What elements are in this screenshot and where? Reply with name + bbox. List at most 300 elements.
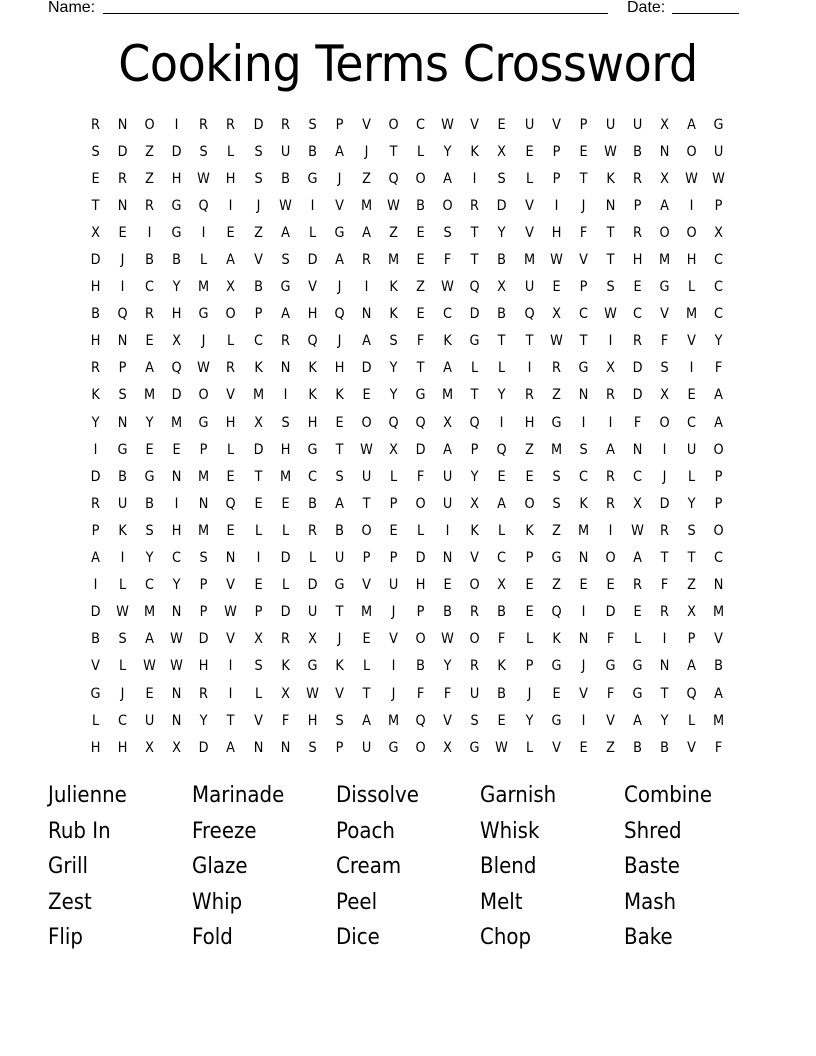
- grid-cell[interactable]: S: [118, 387, 127, 404]
- grid-cell[interactable]: W: [170, 631, 184, 648]
- grid-cell[interactable]: V: [91, 658, 100, 675]
- grid-cell[interactable]: I: [608, 522, 613, 539]
- grid-cell[interactable]: S: [199, 143, 209, 160]
- grid-cell[interactable]: V: [524, 224, 534, 241]
- grid-cell[interactable]: U: [443, 495, 453, 512]
- grid-cell[interactable]: W: [603, 306, 617, 323]
- grid-cell[interactable]: W: [495, 739, 509, 756]
- grid-cell[interactable]: V: [578, 252, 588, 269]
- grid-cell[interactable]: P: [335, 739, 344, 756]
- grid-cell[interactable]: O: [713, 441, 724, 458]
- grid-cell[interactable]: E: [254, 495, 263, 512]
- grid-cell[interactable]: H: [90, 333, 101, 350]
- grid-cell[interactable]: T: [335, 441, 344, 458]
- grid-cell[interactable]: L: [688, 468, 696, 485]
- grid-cell[interactable]: W: [685, 170, 698, 187]
- grid-cell[interactable]: V: [307, 279, 317, 296]
- grid-cell[interactable]: D: [659, 495, 670, 512]
- grid-cell[interactable]: X: [633, 495, 642, 512]
- grid-cell[interactable]: P: [714, 468, 723, 485]
- grid-cell[interactable]: B: [334, 522, 344, 539]
- grid-cell[interactable]: F: [498, 631, 506, 648]
- grid-cell[interactable]: S: [254, 170, 263, 187]
- grid-cell[interactable]: J: [120, 685, 125, 702]
- grid-cell[interactable]: L: [417, 143, 425, 160]
- grid-cell[interactable]: U: [280, 143, 290, 160]
- grid-cell[interactable]: E: [497, 712, 507, 729]
- grid-cell[interactable]: P: [200, 577, 208, 594]
- grid-cell[interactable]: Q: [415, 414, 426, 431]
- grid-cell[interactable]: L: [281, 577, 289, 594]
- grid-cell[interactable]: G: [632, 685, 643, 702]
- grid-cell[interactable]: H: [551, 224, 561, 241]
- grid-cell[interactable]: P: [335, 116, 344, 133]
- grid-cell[interactable]: E: [226, 468, 236, 485]
- grid-cell[interactable]: E: [145, 441, 154, 458]
- grid-cell[interactable]: I: [229, 658, 233, 675]
- grid-cell[interactable]: G: [388, 739, 399, 756]
- grid-cell[interactable]: I: [662, 441, 667, 458]
- grid-cell[interactable]: M: [360, 197, 373, 214]
- grid-cell[interactable]: J: [337, 170, 342, 187]
- grid-cell[interactable]: B: [145, 252, 155, 269]
- grid-cell[interactable]: B: [714, 658, 724, 675]
- grid-cell[interactable]: D: [117, 143, 128, 160]
- grid-cell[interactable]: I: [472, 170, 477, 187]
- grid-cell[interactable]: E: [497, 468, 507, 485]
- grid-cell[interactable]: W: [305, 685, 319, 702]
- grid-cell[interactable]: O: [225, 306, 237, 323]
- grid-cell[interactable]: V: [578, 685, 588, 702]
- grid-cell[interactable]: S: [281, 414, 290, 431]
- grid-cell[interactable]: M: [360, 604, 373, 621]
- grid-cell[interactable]: R: [280, 631, 290, 648]
- grid-cell[interactable]: H: [171, 170, 182, 187]
- grid-cell[interactable]: G: [469, 739, 480, 756]
- grid-cell[interactable]: C: [714, 306, 724, 323]
- grid-cell[interactable]: D: [253, 441, 264, 458]
- grid-cell[interactable]: A: [660, 197, 669, 214]
- grid-cell[interactable]: V: [524, 197, 534, 214]
- grid-cell[interactable]: K: [579, 495, 588, 512]
- grid-cell[interactable]: A: [497, 495, 507, 512]
- grid-cell[interactable]: T: [254, 468, 263, 485]
- grid-cell[interactable]: N: [117, 333, 128, 350]
- grid-cell[interactable]: T: [579, 170, 588, 187]
- grid-cell[interactable]: C: [443, 306, 453, 323]
- grid-cell[interactable]: L: [200, 252, 208, 269]
- grid-cell[interactable]: F: [444, 685, 452, 702]
- grid-cell[interactable]: D: [90, 604, 101, 621]
- grid-cell[interactable]: Y: [687, 495, 696, 512]
- grid-cell[interactable]: C: [145, 279, 155, 296]
- grid-cell[interactable]: R: [605, 468, 615, 485]
- grid-cell[interactable]: R: [199, 685, 209, 702]
- grid-cell[interactable]: B: [172, 252, 182, 269]
- grid-cell[interactable]: R: [199, 116, 209, 133]
- grid-cell[interactable]: E: [254, 577, 263, 594]
- grid-cell[interactable]: Y: [389, 387, 398, 404]
- grid-cell[interactable]: V: [687, 739, 697, 756]
- grid-cell[interactable]: M: [523, 252, 535, 269]
- grid-cell[interactable]: A: [145, 631, 155, 648]
- grid-cell[interactable]: B: [91, 306, 100, 323]
- grid-cell[interactable]: E: [226, 522, 236, 539]
- grid-cell[interactable]: X: [226, 279, 236, 296]
- grid-cell[interactable]: R: [118, 170, 128, 187]
- grid-cell[interactable]: E: [552, 685, 561, 702]
- grid-cell[interactable]: U: [361, 739, 372, 756]
- grid-cell[interactable]: N: [171, 604, 182, 621]
- grid-cell[interactable]: A: [145, 360, 155, 377]
- grid-cell[interactable]: D: [496, 197, 507, 214]
- grid-cell[interactable]: A: [443, 170, 453, 187]
- grid-cell[interactable]: L: [308, 224, 316, 241]
- grid-cell[interactable]: T: [687, 550, 696, 567]
- grid-cell[interactable]: J: [120, 252, 125, 269]
- grid-cell[interactable]: L: [498, 360, 506, 377]
- grid-cell[interactable]: R: [551, 360, 561, 377]
- grid-cell[interactable]: H: [171, 306, 182, 323]
- grid-cell[interactable]: W: [549, 252, 563, 269]
- grid-cell[interactable]: A: [714, 387, 724, 404]
- grid-cell[interactable]: N: [117, 414, 128, 431]
- grid-cell[interactable]: I: [391, 658, 396, 675]
- grid-cell[interactable]: O: [659, 224, 670, 241]
- grid-cell[interactable]: I: [174, 495, 179, 512]
- grid-cell[interactable]: R: [91, 116, 101, 133]
- grid-cell[interactable]: T: [416, 360, 425, 377]
- grid-cell[interactable]: N: [226, 550, 236, 567]
- grid-cell[interactable]: A: [687, 116, 697, 133]
- grid-cell[interactable]: Q: [686, 685, 697, 702]
- grid-cell[interactable]: J: [391, 685, 396, 702]
- grid-cell[interactable]: K: [470, 143, 480, 160]
- grid-cell[interactable]: E: [118, 224, 127, 241]
- grid-cell[interactable]: C: [578, 306, 588, 323]
- grid-cell[interactable]: E: [145, 685, 154, 702]
- grid-cell[interactable]: K: [280, 658, 290, 675]
- grid-cell[interactable]: B: [660, 739, 669, 756]
- grid-cell[interactable]: Q: [551, 604, 562, 621]
- grid-cell[interactable]: L: [417, 522, 425, 539]
- grid-cell[interactable]: N: [117, 116, 128, 133]
- grid-cell[interactable]: S: [254, 143, 263, 160]
- grid-cell[interactable]: Q: [307, 333, 318, 350]
- grid-cell[interactable]: V: [226, 631, 236, 648]
- grid-cell[interactable]: U: [361, 468, 372, 485]
- grid-cell[interactable]: D: [198, 739, 209, 756]
- grid-cell[interactable]: P: [416, 604, 425, 621]
- grid-cell[interactable]: H: [524, 414, 534, 431]
- grid-cell[interactable]: X: [660, 387, 669, 404]
- grid-cell[interactable]: L: [471, 360, 479, 377]
- grid-cell[interactable]: G: [469, 333, 480, 350]
- grid-cell[interactable]: O: [415, 495, 426, 512]
- grid-cell[interactable]: B: [632, 739, 642, 756]
- grid-cell[interactable]: F: [444, 252, 452, 269]
- grid-cell[interactable]: B: [632, 143, 642, 160]
- grid-cell[interactable]: L: [525, 631, 533, 648]
- grid-cell[interactable]: O: [686, 143, 697, 160]
- grid-cell[interactable]: U: [524, 279, 534, 296]
- grid-cell[interactable]: K: [308, 360, 317, 377]
- grid-cell[interactable]: E: [633, 279, 642, 296]
- grid-cell[interactable]: X: [443, 414, 453, 431]
- grid-cell[interactable]: R: [470, 604, 480, 621]
- grid-cell[interactable]: M: [713, 712, 725, 729]
- grid-cell[interactable]: R: [91, 495, 101, 512]
- grid-cell[interactable]: P: [389, 495, 398, 512]
- grid-cell[interactable]: B: [497, 604, 507, 621]
- grid-cell[interactable]: V: [389, 631, 398, 648]
- grid-cell[interactable]: B: [118, 468, 128, 485]
- grid-cell[interactable]: S: [660, 360, 669, 377]
- grid-cell[interactable]: F: [416, 468, 425, 485]
- grid-cell[interactable]: N: [578, 387, 589, 404]
- grid-cell[interactable]: X: [253, 414, 263, 431]
- grid-cell[interactable]: R: [361, 252, 371, 269]
- grid-cell[interactable]: S: [552, 495, 561, 512]
- grid-cell[interactable]: A: [633, 712, 642, 729]
- grid-cell[interactable]: D: [171, 143, 182, 160]
- grid-cell[interactable]: G: [334, 577, 345, 594]
- grid-cell[interactable]: M: [577, 522, 589, 539]
- grid-cell[interactable]: R: [226, 116, 236, 133]
- grid-cell[interactable]: M: [388, 252, 400, 269]
- grid-cell[interactable]: E: [579, 577, 588, 594]
- grid-cell[interactable]: P: [200, 441, 208, 458]
- grid-cell[interactable]: I: [93, 441, 98, 458]
- grid-cell[interactable]: Q: [496, 441, 508, 458]
- grid-cell[interactable]: U: [605, 116, 616, 133]
- grid-cell[interactable]: A: [633, 550, 642, 567]
- grid-cell[interactable]: M: [252, 387, 264, 404]
- grid-cell[interactable]: S: [335, 468, 344, 485]
- grid-cell[interactable]: I: [581, 712, 586, 729]
- grid-cell[interactable]: Y: [660, 712, 669, 729]
- grid-cell[interactable]: T: [362, 495, 371, 512]
- grid-cell[interactable]: O: [659, 414, 670, 431]
- grid-cell[interactable]: H: [90, 279, 101, 296]
- grid-cell[interactable]: U: [686, 441, 697, 458]
- grid-cell[interactable]: Y: [498, 224, 506, 241]
- grid-cell[interactable]: H: [334, 360, 345, 377]
- grid-cell[interactable]: M: [171, 414, 183, 431]
- grid-cell[interactable]: G: [659, 279, 670, 296]
- grid-cell[interactable]: V: [253, 712, 263, 729]
- grid-cell[interactable]: Q: [469, 279, 480, 296]
- grid-cell[interactable]: I: [364, 279, 369, 296]
- grid-cell[interactable]: O: [361, 414, 372, 431]
- grid-cell[interactable]: M: [442, 387, 454, 404]
- grid-cell[interactable]: N: [171, 712, 182, 729]
- grid-cell[interactable]: G: [307, 170, 318, 187]
- grid-cell[interactable]: Q: [523, 306, 535, 323]
- grid-cell[interactable]: K: [118, 522, 127, 539]
- grid-cell[interactable]: F: [633, 414, 642, 431]
- grid-cell[interactable]: L: [281, 522, 289, 539]
- grid-cell[interactable]: K: [91, 387, 100, 404]
- grid-cell[interactable]: V: [470, 550, 480, 567]
- grid-cell[interactable]: U: [443, 468, 453, 485]
- grid-cell[interactable]: Z: [145, 170, 155, 187]
- grid-cell[interactable]: T: [335, 604, 344, 621]
- grid-cell[interactable]: X: [551, 306, 561, 323]
- grid-cell[interactable]: P: [633, 197, 642, 214]
- grid-cell[interactable]: T: [362, 685, 371, 702]
- grid-cell[interactable]: V: [253, 252, 263, 269]
- grid-cell[interactable]: D: [90, 252, 101, 269]
- grid-cell[interactable]: F: [281, 712, 289, 729]
- grid-cell[interactable]: O: [361, 522, 372, 539]
- grid-cell[interactable]: X: [497, 143, 507, 160]
- grid-cell[interactable]: A: [334, 143, 344, 160]
- grid-cell[interactable]: T: [91, 197, 100, 214]
- grid-cell[interactable]: S: [335, 712, 344, 729]
- grid-cell[interactable]: C: [145, 577, 155, 594]
- grid-cell[interactable]: O: [605, 550, 616, 567]
- grid-cell[interactable]: Y: [470, 468, 479, 485]
- grid-cell[interactable]: V: [334, 685, 344, 702]
- grid-cell[interactable]: E: [335, 414, 344, 431]
- grid-cell[interactable]: L: [633, 631, 642, 648]
- grid-cell[interactable]: M: [713, 604, 725, 621]
- grid-cell[interactable]: F: [714, 739, 723, 756]
- grid-cell[interactable]: R: [307, 522, 317, 539]
- grid-cell[interactable]: P: [714, 495, 723, 512]
- grid-cell[interactable]: N: [361, 306, 372, 323]
- grid-cell[interactable]: S: [118, 631, 127, 648]
- grid-cell[interactable]: N: [659, 658, 670, 675]
- grid-cell[interactable]: H: [171, 522, 182, 539]
- grid-cell[interactable]: R: [632, 577, 642, 594]
- grid-cell[interactable]: S: [199, 550, 209, 567]
- grid-cell[interactable]: B: [497, 252, 507, 269]
- grid-cell[interactable]: M: [658, 252, 671, 269]
- grid-cell[interactable]: N: [659, 143, 670, 160]
- grid-cell[interactable]: I: [310, 197, 315, 214]
- grid-cell[interactable]: I: [527, 360, 531, 377]
- grid-cell[interactable]: R: [470, 197, 480, 214]
- grid-cell[interactable]: S: [497, 170, 507, 187]
- grid-cell[interactable]: Z: [551, 577, 561, 594]
- grid-cell[interactable]: M: [388, 712, 400, 729]
- grid-cell[interactable]: W: [170, 658, 184, 675]
- grid-cell[interactable]: U: [307, 604, 318, 621]
- grid-cell[interactable]: W: [224, 604, 238, 621]
- grid-cell[interactable]: X: [91, 224, 100, 241]
- grid-cell[interactable]: G: [551, 658, 562, 675]
- grid-cell[interactable]: L: [498, 522, 506, 539]
- grid-cell[interactable]: U: [713, 143, 724, 160]
- grid-cell[interactable]: Q: [334, 306, 345, 323]
- grid-cell[interactable]: L: [308, 550, 316, 567]
- grid-cell[interactable]: B: [280, 170, 290, 187]
- grid-cell[interactable]: E: [524, 604, 534, 621]
- grid-cell[interactable]: R: [145, 197, 155, 214]
- grid-cell[interactable]: S: [470, 712, 479, 729]
- grid-cell[interactable]: H: [280, 441, 291, 458]
- grid-cell[interactable]: N: [253, 739, 263, 756]
- grid-cell[interactable]: H: [90, 739, 101, 756]
- grid-cell[interactable]: V: [226, 577, 236, 594]
- grid-cell[interactable]: A: [687, 658, 697, 675]
- grid-cell[interactable]: P: [552, 170, 561, 187]
- grid-cell[interactable]: H: [199, 658, 209, 675]
- grid-cell[interactable]: W: [441, 631, 455, 648]
- grid-cell[interactable]: I: [202, 224, 206, 241]
- grid-cell[interactable]: O: [713, 522, 724, 539]
- grid-cell[interactable]: L: [254, 522, 262, 539]
- grid-cell[interactable]: K: [470, 522, 480, 539]
- grid-cell[interactable]: L: [688, 712, 696, 729]
- grid-cell[interactable]: I: [93, 577, 98, 594]
- date-blank-line[interactable]: [672, 13, 739, 14]
- grid-cell[interactable]: B: [91, 631, 100, 648]
- grid-cell[interactable]: G: [551, 712, 562, 729]
- grid-cell[interactable]: S: [389, 333, 398, 350]
- grid-cell[interactable]: G: [415, 387, 426, 404]
- grid-cell[interactable]: T: [606, 224, 615, 241]
- grid-cell[interactable]: K: [389, 279, 398, 296]
- grid-cell[interactable]: X: [660, 116, 669, 133]
- grid-cell[interactable]: X: [307, 631, 317, 648]
- grid-cell[interactable]: I: [662, 631, 667, 648]
- grid-cell[interactable]: S: [579, 441, 588, 458]
- grid-cell[interactable]: D: [280, 604, 291, 621]
- grid-cell[interactable]: B: [253, 279, 263, 296]
- grid-cell[interactable]: H: [226, 414, 236, 431]
- grid-cell[interactable]: D: [198, 631, 209, 648]
- grid-cell[interactable]: M: [198, 522, 210, 539]
- grid-cell[interactable]: L: [525, 170, 533, 187]
- grid-cell[interactable]: W: [197, 170, 211, 187]
- grid-cell[interactable]: V: [687, 333, 697, 350]
- grid-cell[interactable]: A: [280, 224, 290, 241]
- grid-cell[interactable]: K: [335, 387, 344, 404]
- grid-cell[interactable]: A: [362, 712, 371, 729]
- grid-cell[interactable]: J: [364, 143, 369, 160]
- grid-cell[interactable]: M: [686, 306, 698, 323]
- grid-cell[interactable]: G: [280, 279, 291, 296]
- grid-cell[interactable]: G: [551, 550, 562, 567]
- grid-cell[interactable]: R: [280, 116, 290, 133]
- grid-cell[interactable]: Y: [525, 712, 533, 729]
- grid-cell[interactable]: K: [335, 658, 344, 675]
- grid-cell[interactable]: D: [605, 604, 616, 621]
- grid-cell[interactable]: H: [307, 306, 318, 323]
- grid-cell[interactable]: O: [469, 577, 480, 594]
- grid-cell[interactable]: P: [525, 550, 533, 567]
- grid-cell[interactable]: F: [416, 333, 425, 350]
- grid-cell[interactable]: E: [226, 224, 236, 241]
- grid-cell[interactable]: F: [660, 333, 669, 350]
- grid-cell[interactable]: O: [523, 495, 535, 512]
- grid-cell[interactable]: G: [198, 306, 209, 323]
- grid-cell[interactable]: D: [415, 441, 426, 458]
- grid-cell[interactable]: H: [117, 739, 128, 756]
- grid-cell[interactable]: X: [660, 170, 669, 187]
- grid-cell[interactable]: D: [307, 252, 318, 269]
- grid-cell[interactable]: P: [91, 522, 100, 539]
- grid-cell[interactable]: A: [443, 441, 453, 458]
- grid-cell[interactable]: X: [687, 604, 697, 621]
- grid-cell[interactable]: N: [117, 197, 128, 214]
- grid-cell[interactable]: Y: [443, 658, 452, 675]
- grid-cell[interactable]: I: [256, 550, 261, 567]
- grid-cell[interactable]: M: [198, 468, 210, 485]
